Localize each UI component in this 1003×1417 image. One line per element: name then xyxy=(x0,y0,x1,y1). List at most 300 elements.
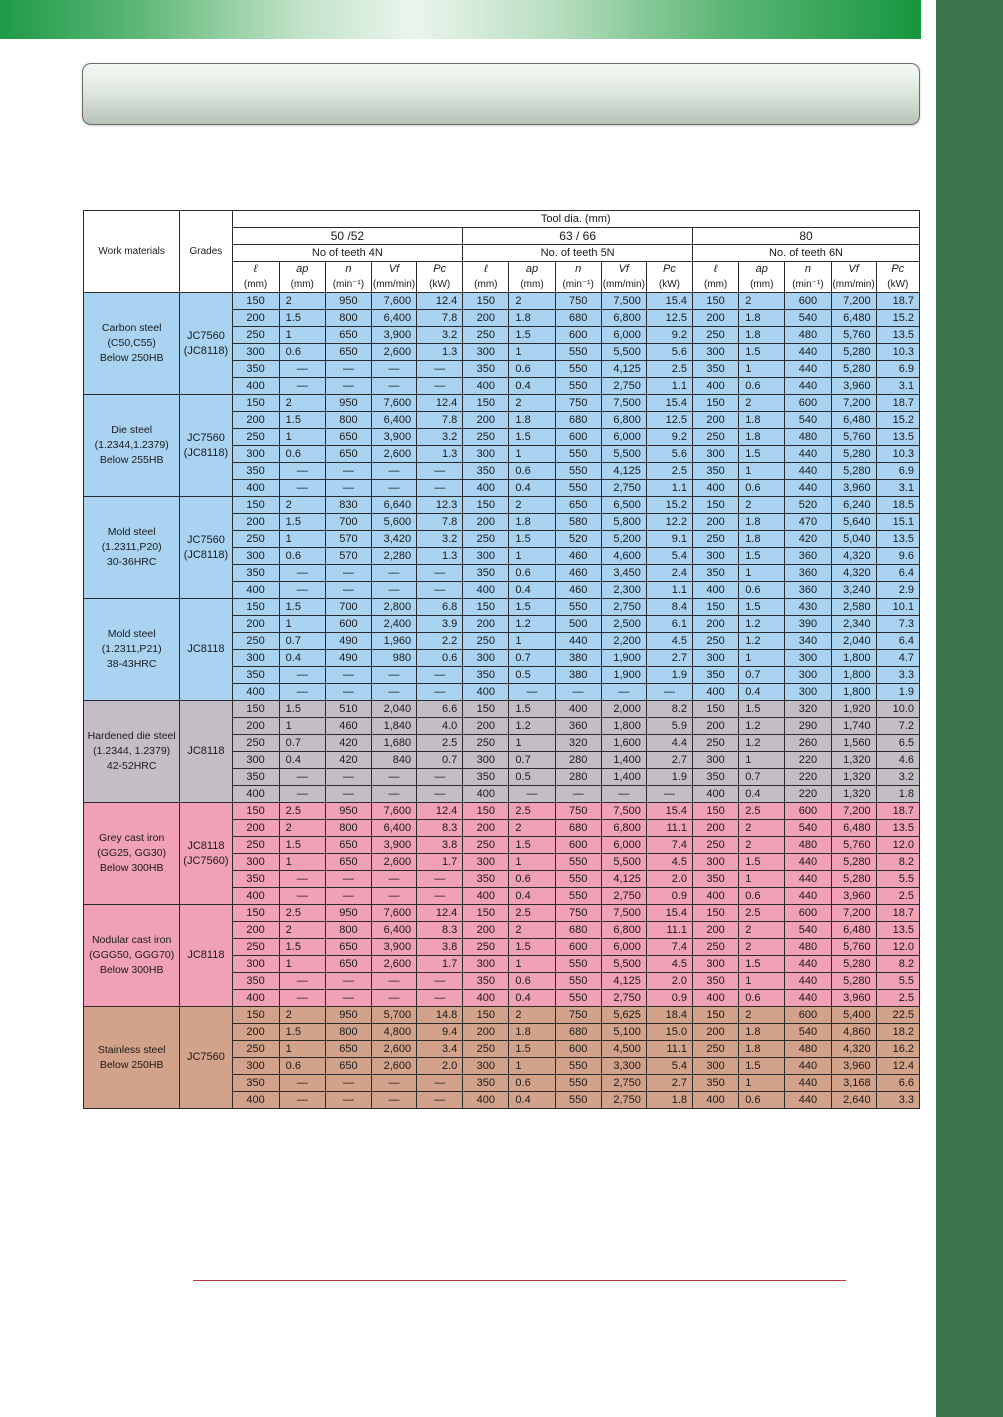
data-cell: 2 xyxy=(509,497,555,514)
data-cell: 1.8 xyxy=(509,310,555,327)
grade-line: (JC8118) xyxy=(183,548,229,561)
data-cell: 1 xyxy=(739,1075,785,1092)
data-cell: 200 xyxy=(693,922,739,939)
data-cell: 4,320 xyxy=(831,1041,876,1058)
work-material-line: Below 300HB xyxy=(99,964,164,976)
data-cell: 7.2 xyxy=(876,718,919,735)
data-cell: 1,320 xyxy=(831,752,876,769)
data-cell: 1.1 xyxy=(646,378,692,395)
data-cell: 340 xyxy=(785,633,831,650)
data-cell: 1 xyxy=(279,531,325,548)
data-cell: 650 xyxy=(325,939,371,956)
data-cell: 400 xyxy=(693,1092,739,1109)
data-cell: 430 xyxy=(785,599,831,616)
data-cell: 150 xyxy=(463,395,509,412)
data-cell: — xyxy=(325,973,371,990)
data-cell: 1 xyxy=(279,429,325,446)
data-cell: — xyxy=(325,769,371,786)
grade-cell xyxy=(180,599,232,701)
data-cell: 550 xyxy=(555,990,601,1007)
data-cell: 5,760 xyxy=(831,327,876,344)
data-cell: — xyxy=(417,1075,463,1092)
data-cell: 0.5 xyxy=(509,769,555,786)
grade-line: JC8118 xyxy=(187,839,225,852)
data-cell: 2,300 xyxy=(601,582,646,599)
data-cell: 1.8 xyxy=(739,514,785,531)
data-cell: 440 xyxy=(785,871,831,888)
data-cell: 2 xyxy=(279,1007,325,1024)
data-cell: 1.5 xyxy=(509,939,555,956)
data-cell: — xyxy=(371,684,416,701)
data-cell: — xyxy=(325,990,371,1007)
grade-line: JC8118 xyxy=(187,643,225,655)
data-cell: 2,800 xyxy=(371,599,416,616)
data-cell: 1 xyxy=(509,735,555,752)
data-cell: 2.5 xyxy=(279,803,325,820)
data-cell: 1,900 xyxy=(601,650,646,667)
table-row xyxy=(84,497,920,514)
data-cell: — xyxy=(371,786,416,803)
data-cell: 220 xyxy=(785,786,831,803)
work-material-line: (GGG50, GGG70) xyxy=(89,949,175,961)
data-cell: 250 xyxy=(232,633,279,650)
param-unit: (mm) xyxy=(243,279,268,290)
data-cell: — xyxy=(417,582,463,599)
data-cell: 1.1 xyxy=(646,582,692,599)
data-cell: 950 xyxy=(325,905,371,922)
data-cell: 1,960 xyxy=(371,633,416,650)
data-cell: 0.5 xyxy=(509,667,555,684)
data-cell: 750 xyxy=(555,905,601,922)
data-cell: 800 xyxy=(325,820,371,837)
data-cell: — xyxy=(417,361,463,378)
data-cell: 600 xyxy=(555,327,601,344)
data-cell: 1.8 xyxy=(739,429,785,446)
data-cell: 1.5 xyxy=(279,701,325,718)
grade-cell xyxy=(180,701,232,803)
data-cell: 12.0 xyxy=(876,939,919,956)
data-cell: 1 xyxy=(739,752,785,769)
data-cell: 1.3 xyxy=(417,344,463,361)
data-cell: 1 xyxy=(279,1041,325,1058)
data-cell: 540 xyxy=(785,820,831,837)
data-cell: 5,200 xyxy=(601,531,646,548)
data-cell: — xyxy=(279,871,325,888)
data-cell: 360 xyxy=(555,718,601,735)
grade-line: JC7560 xyxy=(186,533,225,546)
data-cell: 1.9 xyxy=(876,684,919,701)
footer-rule xyxy=(193,1280,846,1281)
data-cell: 2 xyxy=(279,395,325,412)
table-row xyxy=(84,701,920,718)
data-cell: 150 xyxy=(463,701,509,718)
data-cell: 5,280 xyxy=(831,956,876,973)
data-cell: — xyxy=(279,378,325,395)
grade-line: (JC7560) xyxy=(183,854,229,867)
data-cell: 12.5 xyxy=(646,412,692,429)
data-cell: 18.7 xyxy=(876,395,919,412)
data-cell: 10.1 xyxy=(876,599,919,616)
data-cell: 350 xyxy=(693,973,739,990)
data-cell: 1,560 xyxy=(831,735,876,752)
work-material-cell xyxy=(84,1007,180,1109)
data-cell: 250 xyxy=(693,939,739,956)
data-cell: 950 xyxy=(325,395,371,412)
data-cell: 680 xyxy=(555,412,601,429)
data-cell: 460 xyxy=(555,565,601,582)
work-material-cell xyxy=(84,293,180,395)
data-cell: 150 xyxy=(463,803,509,820)
data-cell: 6.1 xyxy=(646,616,692,633)
data-cell: 3,900 xyxy=(371,939,416,956)
data-cell: — xyxy=(325,480,371,497)
data-cell: 2.0 xyxy=(646,973,692,990)
data-cell: 1.5 xyxy=(509,531,555,548)
data-cell: 200 xyxy=(232,514,279,531)
data-cell: 250 xyxy=(693,327,739,344)
data-cell: 320 xyxy=(555,735,601,752)
data-cell: 300 xyxy=(693,956,739,973)
data-cell: 600 xyxy=(555,1041,601,1058)
data-cell: 320 xyxy=(785,701,831,718)
data-cell: 9.2 xyxy=(646,327,692,344)
data-cell: 1 xyxy=(739,361,785,378)
data-cell: 2 xyxy=(739,497,785,514)
data-cell: 3.8 xyxy=(417,939,463,956)
header-teeth-group-2: No. of teeth 5N xyxy=(463,245,693,262)
data-cell: 0.6 xyxy=(509,871,555,888)
param-unit: (mm) xyxy=(474,279,498,290)
data-cell: 1,920 xyxy=(831,701,876,718)
header-param-2-2 xyxy=(509,262,555,293)
data-cell: 800 xyxy=(325,412,371,429)
data-cell: 3,960 xyxy=(831,888,876,905)
data-cell: 390 xyxy=(785,616,831,633)
data-cell: — xyxy=(371,973,416,990)
data-cell: 750 xyxy=(555,1007,601,1024)
grade-line: JC7560 xyxy=(186,431,225,444)
header-param-1-5 xyxy=(417,262,463,293)
data-cell: 550 xyxy=(555,888,601,905)
data-cell: 0.4 xyxy=(739,684,785,701)
data-cell: — xyxy=(279,786,325,803)
data-cell: 290 xyxy=(785,718,831,735)
data-cell: 150 xyxy=(463,497,509,514)
data-cell: 1,840 xyxy=(371,718,416,735)
data-cell: 150 xyxy=(232,599,279,616)
data-cell: 0.6 xyxy=(279,446,325,463)
work-material-line: 30-36HRC xyxy=(106,556,157,568)
data-cell: — xyxy=(325,786,371,803)
data-cell: 250 xyxy=(463,633,509,650)
data-cell: 2.2 xyxy=(417,633,463,650)
data-cell: 550 xyxy=(555,1058,601,1075)
data-cell: 480 xyxy=(785,327,831,344)
data-cell: 1.8 xyxy=(739,1041,785,1058)
data-cell: 1,680 xyxy=(371,735,416,752)
param-symbol: Vf xyxy=(848,263,859,275)
data-cell: 150 xyxy=(693,497,739,514)
data-cell: 350 xyxy=(232,667,279,684)
data-cell: 0.4 xyxy=(509,1092,555,1109)
data-cell: — xyxy=(417,667,463,684)
data-cell: 540 xyxy=(785,412,831,429)
data-cell: 200 xyxy=(693,718,739,735)
data-cell: 400 xyxy=(555,701,601,718)
data-cell: 1 xyxy=(739,463,785,480)
grade-line: JC7560 xyxy=(186,329,225,342)
data-cell: 200 xyxy=(463,718,509,735)
param-symbol: Pc xyxy=(891,263,905,275)
data-cell: 1.5 xyxy=(739,344,785,361)
data-cell: 5,500 xyxy=(601,854,646,871)
data-cell: 1 xyxy=(509,446,555,463)
data-cell: 350 xyxy=(463,973,509,990)
data-cell: 0.4 xyxy=(509,990,555,1007)
header-param-3-5 xyxy=(876,262,919,293)
data-cell: 300 xyxy=(232,650,279,667)
data-cell: 200 xyxy=(693,616,739,633)
data-cell: 0.6 xyxy=(279,344,325,361)
data-cell: 6,640 xyxy=(371,497,416,514)
data-cell: 2 xyxy=(509,395,555,412)
data-cell: 4,125 xyxy=(601,871,646,888)
data-cell: 550 xyxy=(555,361,601,378)
header-param-1-1 xyxy=(232,262,279,293)
data-cell: 360 xyxy=(785,548,831,565)
data-cell: — xyxy=(555,684,601,701)
data-cell: 510 xyxy=(325,701,371,718)
param-symbol: n xyxy=(345,263,352,275)
data-cell: 4.5 xyxy=(646,854,692,871)
data-cell: — xyxy=(601,684,646,701)
data-cell: 0.6 xyxy=(509,361,555,378)
data-cell: — xyxy=(417,888,463,905)
param-unit: (kW) xyxy=(658,279,680,290)
data-cell: 2,750 xyxy=(601,1075,646,1092)
data-cell: 1.8 xyxy=(739,531,785,548)
data-cell: 0.6 xyxy=(509,463,555,480)
param-unit: (mm/min) xyxy=(602,279,645,290)
data-cell: — xyxy=(279,565,325,582)
table-row xyxy=(84,395,920,412)
data-cell: 300 xyxy=(463,650,509,667)
data-cell: 1.8 xyxy=(509,1024,555,1041)
data-cell: 4,800 xyxy=(371,1024,416,1041)
data-cell: 440 xyxy=(785,344,831,361)
work-material-line: Hardened die steel xyxy=(87,730,176,742)
data-cell: 350 xyxy=(693,565,739,582)
data-cell: 250 xyxy=(463,1041,509,1058)
data-cell: 1.5 xyxy=(739,548,785,565)
data-cell: 13.5 xyxy=(876,922,919,939)
data-cell: 0.6 xyxy=(739,1092,785,1109)
grade-cell xyxy=(180,1007,232,1109)
data-cell: 2 xyxy=(279,922,325,939)
data-cell: 400 xyxy=(463,1092,509,1109)
data-cell: 2.5 xyxy=(876,888,919,905)
data-cell: 15.2 xyxy=(876,412,919,429)
table-row xyxy=(84,1007,920,1024)
data-cell: — xyxy=(279,582,325,599)
data-cell: 830 xyxy=(325,497,371,514)
data-cell: 18.7 xyxy=(876,905,919,922)
data-cell: 4,320 xyxy=(831,548,876,565)
data-cell: 800 xyxy=(325,1024,371,1041)
data-cell: 2.4 xyxy=(646,565,692,582)
data-cell: 1,800 xyxy=(831,650,876,667)
header-param-3-4 xyxy=(831,262,876,293)
data-cell: 250 xyxy=(463,837,509,854)
data-cell: 1.5 xyxy=(279,412,325,429)
data-cell: 1.1 xyxy=(646,480,692,497)
data-cell: 7,600 xyxy=(371,905,416,922)
grade-line: JC8118 xyxy=(187,949,225,961)
data-cell: 680 xyxy=(555,820,601,837)
data-cell: 550 xyxy=(555,480,601,497)
data-cell: 150 xyxy=(463,293,509,310)
data-cell: 300 xyxy=(693,650,739,667)
data-cell: 15.4 xyxy=(646,905,692,922)
data-cell: 1 xyxy=(509,854,555,871)
data-cell: — xyxy=(417,480,463,497)
data-cell: 220 xyxy=(785,752,831,769)
data-cell: 5.6 xyxy=(646,446,692,463)
data-cell: — xyxy=(371,361,416,378)
data-cell: — xyxy=(646,684,692,701)
data-cell: 200 xyxy=(463,820,509,837)
data-cell: 250 xyxy=(693,837,739,854)
data-cell: 150 xyxy=(693,701,739,718)
title-banner xyxy=(82,63,920,125)
data-cell: 550 xyxy=(555,463,601,480)
data-cell: 1.5 xyxy=(279,1024,325,1041)
data-cell: 600 xyxy=(555,837,601,854)
data-cell: 5,040 xyxy=(831,531,876,548)
data-cell: 4,125 xyxy=(601,463,646,480)
data-cell: 400 xyxy=(463,786,509,803)
data-cell: 2.0 xyxy=(646,871,692,888)
data-cell: 200 xyxy=(463,922,509,939)
data-cell: 440 xyxy=(785,446,831,463)
data-cell: 1 xyxy=(509,956,555,973)
data-cell: 2.5 xyxy=(417,735,463,752)
data-cell: 5.4 xyxy=(646,548,692,565)
data-cell: 400 xyxy=(463,582,509,599)
data-cell: 2,000 xyxy=(601,701,646,718)
data-cell: 3.8 xyxy=(417,837,463,854)
data-cell: 650 xyxy=(325,1058,371,1075)
header-param-2-5 xyxy=(646,262,692,293)
data-cell: 6.6 xyxy=(876,1075,919,1092)
data-cell: 350 xyxy=(693,667,739,684)
data-cell: 150 xyxy=(232,1007,279,1024)
data-cell: 400 xyxy=(693,888,739,905)
data-cell: 2.5 xyxy=(646,463,692,480)
data-cell: — xyxy=(371,480,416,497)
data-cell: 1,400 xyxy=(601,752,646,769)
data-cell: 3,168 xyxy=(831,1075,876,1092)
param-unit: (min⁻¹) xyxy=(792,279,824,290)
data-cell: 5,760 xyxy=(831,837,876,854)
data-cell: 470 xyxy=(785,514,831,531)
data-cell: 1 xyxy=(509,1058,555,1075)
data-cell: 4.5 xyxy=(646,633,692,650)
data-cell: 250 xyxy=(693,531,739,548)
data-cell: 7.8 xyxy=(417,310,463,327)
data-cell: 5,700 xyxy=(371,1007,416,1024)
data-cell: 950 xyxy=(325,293,371,310)
data-cell: 600 xyxy=(325,616,371,633)
data-cell: 280 xyxy=(555,752,601,769)
data-cell: 440 xyxy=(785,1058,831,1075)
data-cell: — xyxy=(417,378,463,395)
header-work-materials: Work materials xyxy=(84,211,180,293)
data-cell: 550 xyxy=(555,871,601,888)
param-symbol: ℓ xyxy=(713,263,718,275)
work-material-line: (1.2344,1.2379) xyxy=(94,439,169,451)
cutting-conditions-table xyxy=(83,210,920,1109)
data-cell: 6,480 xyxy=(831,412,876,429)
data-cell: 2,750 xyxy=(601,480,646,497)
data-cell: 300 xyxy=(232,344,279,361)
data-cell: 1.2 xyxy=(739,633,785,650)
data-cell: 2.5 xyxy=(509,803,555,820)
data-cell: 18.4 xyxy=(646,1007,692,1024)
data-cell: 5,400 xyxy=(831,1007,876,1024)
data-cell: 2.5 xyxy=(509,905,555,922)
data-cell: 380 xyxy=(555,667,601,684)
data-cell: 4,600 xyxy=(601,548,646,565)
data-cell: 300 xyxy=(785,684,831,701)
data-cell: — xyxy=(279,480,325,497)
param-symbol: Pc xyxy=(663,263,676,275)
data-cell: 550 xyxy=(555,956,601,973)
param-symbol: n xyxy=(804,263,811,275)
data-cell: 4,320 xyxy=(831,565,876,582)
data-cell: 700 xyxy=(325,599,371,616)
data-cell: 5,280 xyxy=(831,361,876,378)
data-cell: 300 xyxy=(463,1058,509,1075)
data-cell: 1 xyxy=(509,548,555,565)
param-unit: (mm) xyxy=(290,279,314,290)
data-cell: 4.6 xyxy=(876,752,919,769)
data-cell: 250 xyxy=(232,327,279,344)
data-cell: 150 xyxy=(693,905,739,922)
data-cell: 840 xyxy=(371,752,416,769)
data-cell: — xyxy=(371,582,416,599)
data-cell: 950 xyxy=(325,803,371,820)
header-param-1-2 xyxy=(279,262,325,293)
data-cell: 540 xyxy=(785,922,831,939)
data-cell: — xyxy=(279,1075,325,1092)
data-cell: 7.4 xyxy=(646,837,692,854)
data-cell: 150 xyxy=(463,599,509,616)
data-cell: 0.7 xyxy=(739,667,785,684)
data-cell: 2 xyxy=(279,497,325,514)
data-cell: 7,200 xyxy=(831,293,876,310)
data-cell: 550 xyxy=(555,599,601,616)
data-cell: 650 xyxy=(325,429,371,446)
work-material-cell xyxy=(84,905,180,1007)
data-cell: — xyxy=(279,769,325,786)
param-unit: (mm) xyxy=(520,279,544,290)
data-cell: 2,640 xyxy=(831,1092,876,1109)
data-cell: 1.8 xyxy=(739,412,785,429)
data-cell: 680 xyxy=(555,922,601,939)
data-cell: 11.1 xyxy=(646,820,692,837)
data-cell: — xyxy=(371,378,416,395)
